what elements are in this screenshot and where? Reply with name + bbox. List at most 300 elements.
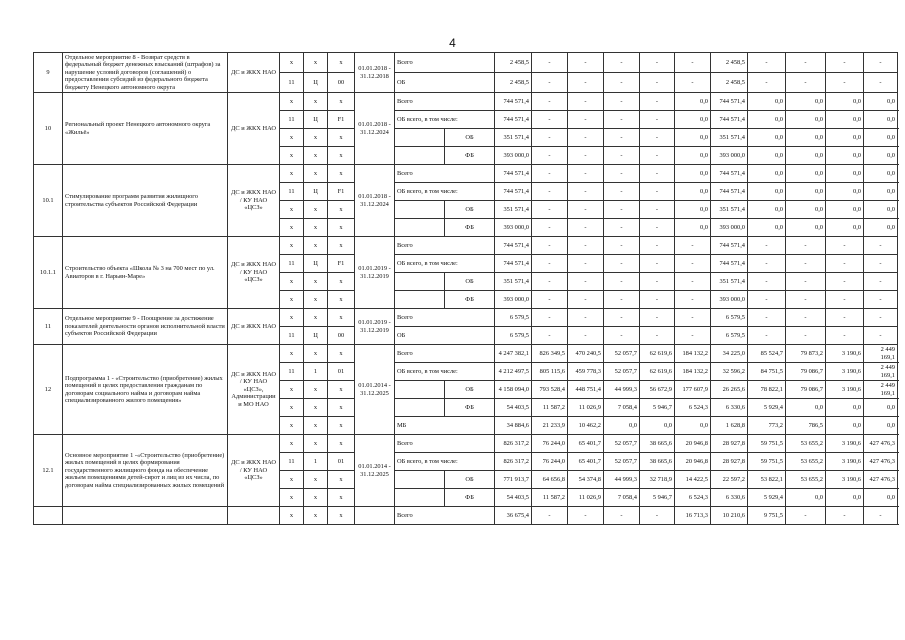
value-cell: 62 619,6 bbox=[640, 345, 675, 363]
budget-subtype: ОБ bbox=[445, 201, 495, 219]
code-cell: х bbox=[280, 129, 304, 147]
code-cell: 00 bbox=[328, 73, 355, 93]
code-cell: х bbox=[280, 471, 304, 489]
value-cell: 393 000,0 bbox=[495, 219, 532, 237]
value-cell: 4 158 094,0 bbox=[495, 381, 532, 399]
value-cell: - bbox=[675, 327, 711, 345]
code-cell: 11 bbox=[280, 73, 304, 93]
code-cell: х bbox=[328, 53, 355, 73]
value-cell: 53 655,2 bbox=[786, 453, 826, 471]
code-cell: 00 bbox=[328, 327, 355, 345]
code-cell: х bbox=[328, 93, 355, 111]
value-cell: - bbox=[640, 111, 675, 129]
value-cell: - bbox=[640, 73, 675, 93]
code-cell: х bbox=[280, 147, 304, 165]
budget-subtype: ФБ bbox=[445, 489, 495, 507]
value-cell: - bbox=[604, 165, 640, 183]
value-cell: 53 655,2 bbox=[786, 471, 826, 489]
budget-type: ОБ всего, в том числе: bbox=[395, 453, 495, 471]
value-cell: - bbox=[604, 53, 640, 73]
value-cell: 4 212 497,5 bbox=[495, 363, 532, 381]
value-cell: 52 057,7 bbox=[604, 435, 640, 453]
value-cell: 59 751,5 bbox=[748, 453, 786, 471]
value-cell: 0,0 bbox=[786, 183, 826, 201]
value-cell: 2 458,5 bbox=[711, 53, 748, 73]
code-cell: х bbox=[280, 309, 304, 327]
code-cell: 11 bbox=[280, 111, 304, 129]
type-cell-blank bbox=[395, 273, 445, 291]
value-cell: - bbox=[640, 327, 675, 345]
table-row bbox=[34, 237, 898, 255]
value-cell: 0,0 bbox=[675, 165, 711, 183]
value-cell: 10 210,6 bbox=[711, 507, 748, 525]
executor bbox=[228, 507, 280, 525]
value-cell: 32 718,9 bbox=[640, 471, 675, 489]
value-cell: 0,0 bbox=[786, 489, 826, 507]
value-cell: - bbox=[786, 53, 826, 73]
value-cell: - bbox=[532, 73, 568, 93]
code-cell: 11 bbox=[280, 183, 304, 201]
value-cell: 54 374,8 bbox=[568, 471, 604, 489]
code-cell: х bbox=[304, 201, 328, 219]
code-cell: Ц bbox=[304, 111, 328, 129]
value-cell: 0,0 bbox=[748, 201, 786, 219]
budget-subtype: ОБ bbox=[445, 471, 495, 489]
value-cell: 0,0 bbox=[748, 183, 786, 201]
value-cell: 14 422,5 bbox=[675, 471, 711, 489]
value-cell: 22 597,2 bbox=[711, 471, 748, 489]
code-cell: х bbox=[328, 273, 355, 291]
value-cell: 11 587,2 bbox=[532, 489, 568, 507]
code-cell: х bbox=[280, 165, 304, 183]
value-cell: - bbox=[532, 219, 568, 237]
type-cell-blank bbox=[395, 399, 445, 417]
value-cell: - bbox=[532, 309, 568, 327]
value-cell: 20 946,8 bbox=[675, 435, 711, 453]
value-cell: 393 000,0 bbox=[495, 291, 532, 309]
value-cell: - bbox=[640, 147, 675, 165]
value-cell: 744 571,4 bbox=[711, 111, 748, 129]
value-cell: - bbox=[748, 273, 786, 291]
measure-name bbox=[63, 507, 228, 525]
code-cell: 11 bbox=[280, 327, 304, 345]
value-cell: - bbox=[640, 309, 675, 327]
value-cell: - bbox=[532, 93, 568, 111]
code-cell: х bbox=[304, 381, 328, 399]
value-cell: - bbox=[604, 327, 640, 345]
value-cell: 28 927,8 bbox=[711, 435, 748, 453]
value-cell: 744 571,4 bbox=[711, 93, 748, 111]
value-cell: 4 247 382,1 bbox=[495, 345, 532, 363]
value-cell: 2 458,5 bbox=[711, 73, 748, 93]
value-cell: - bbox=[532, 201, 568, 219]
code-cell: х bbox=[328, 309, 355, 327]
code-cell: х bbox=[304, 435, 328, 453]
code-cell: х bbox=[304, 219, 328, 237]
value-cell: 44 999,3 bbox=[604, 471, 640, 489]
code-cell: х bbox=[328, 417, 355, 435]
value-cell: - bbox=[568, 327, 604, 345]
value-cell: 0,0 bbox=[826, 417, 864, 435]
value-cell: 351 571,4 bbox=[711, 201, 748, 219]
code-cell: х bbox=[280, 399, 304, 417]
code-cell: х bbox=[328, 129, 355, 147]
value-cell: 0,0 bbox=[675, 417, 711, 435]
budget-type: Всего bbox=[395, 345, 495, 363]
value-cell: 76 244,0 bbox=[532, 435, 568, 453]
value-cell: 11 587,2 bbox=[532, 399, 568, 417]
code-cell: х bbox=[304, 507, 328, 525]
value-cell: 0,0 bbox=[675, 129, 711, 147]
value-cell: - bbox=[640, 219, 675, 237]
code-cell: х bbox=[304, 471, 328, 489]
value-cell: 826 317,2 bbox=[495, 453, 532, 471]
value-cell: 0,0 bbox=[826, 129, 864, 147]
value-cell: 744 571,4 bbox=[495, 93, 532, 111]
code-cell: х bbox=[328, 489, 355, 507]
code-cell: х bbox=[280, 53, 304, 73]
code-cell: х bbox=[304, 165, 328, 183]
code-cell: х bbox=[328, 399, 355, 417]
value-cell: 0,0 bbox=[826, 489, 864, 507]
value-cell: - bbox=[568, 237, 604, 255]
value-cell: 44 999,3 bbox=[604, 381, 640, 399]
budget-type: ОБ всего, в том числе: bbox=[395, 363, 495, 381]
budget-type: Всего bbox=[395, 93, 495, 111]
value-cell: 0,0 bbox=[826, 111, 864, 129]
value-cell: 85 524,7 bbox=[748, 345, 786, 363]
value-cell: - bbox=[748, 309, 786, 327]
value-cell: - bbox=[748, 291, 786, 309]
value-cell: 470 240,5 bbox=[568, 345, 604, 363]
value-cell: - bbox=[748, 327, 786, 345]
value-cell: 20 946,8 bbox=[675, 453, 711, 471]
value-cell: 0,0 bbox=[864, 147, 898, 165]
value-cell: 54 403,5 bbox=[495, 489, 532, 507]
value-cell: 6 330,6 bbox=[711, 489, 748, 507]
value-cell: - bbox=[532, 507, 568, 525]
value-cell: - bbox=[786, 291, 826, 309]
executor: ДС и ЖКХ НАО / КУ НАО «ЦСЗ» bbox=[228, 435, 280, 507]
value-cell: 2 449 169,1 bbox=[864, 363, 898, 381]
budget-type: Всего bbox=[395, 309, 495, 327]
value-cell: 0,0 bbox=[864, 111, 898, 129]
value-cell: 0,0 bbox=[864, 219, 898, 237]
value-cell: 36 675,4 bbox=[495, 507, 532, 525]
value-cell: 351 571,4 bbox=[711, 273, 748, 291]
budget-subtype: ОБ bbox=[445, 273, 495, 291]
value-cell: 351 571,4 bbox=[495, 201, 532, 219]
value-cell: 79 873,2 bbox=[786, 345, 826, 363]
code-cell: 1 bbox=[304, 363, 328, 381]
table-row bbox=[34, 53, 898, 73]
value-cell: - bbox=[640, 165, 675, 183]
value-cell: 3 190,6 bbox=[826, 363, 864, 381]
value-cell: 79 086,7 bbox=[786, 363, 826, 381]
value-cell: - bbox=[568, 255, 604, 273]
value-cell: - bbox=[675, 309, 711, 327]
value-cell: 3 190,6 bbox=[826, 381, 864, 399]
value-cell: - bbox=[568, 291, 604, 309]
value-cell: - bbox=[786, 309, 826, 327]
code-cell: х bbox=[328, 291, 355, 309]
value-cell: - bbox=[568, 201, 604, 219]
value-cell: 0,0 bbox=[675, 183, 711, 201]
value-cell: 459 778,3 bbox=[568, 363, 604, 381]
value-cell: 6 524,3 bbox=[675, 489, 711, 507]
period-cell: 01.01.2019 - 31.12.2019 bbox=[355, 309, 395, 345]
value-cell: 0,0 bbox=[826, 201, 864, 219]
code-cell: х bbox=[304, 417, 328, 435]
code-cell: х bbox=[280, 417, 304, 435]
table-row bbox=[34, 507, 898, 525]
value-cell: 177 607,9 bbox=[675, 381, 711, 399]
value-cell: 0,0 bbox=[864, 489, 898, 507]
value-cell: 393 000,0 bbox=[495, 147, 532, 165]
code-cell: х bbox=[280, 345, 304, 363]
measure-name: Стимулирование программ развития жилищного строительства субъектов Российской Федерации bbox=[63, 165, 228, 237]
value-cell: - bbox=[532, 165, 568, 183]
value-cell: 427 476,3 bbox=[864, 453, 898, 471]
code-cell: х bbox=[280, 219, 304, 237]
value-cell: - bbox=[604, 255, 640, 273]
value-cell: 805 115,6 bbox=[532, 363, 568, 381]
value-cell: - bbox=[604, 291, 640, 309]
budget-type: ОБ bbox=[395, 73, 495, 93]
value-cell: 65 401,7 bbox=[568, 435, 604, 453]
value-cell: - bbox=[826, 73, 864, 93]
value-cell: - bbox=[826, 273, 864, 291]
value-cell: 0,0 bbox=[826, 93, 864, 111]
value-cell: - bbox=[675, 273, 711, 291]
value-cell: 184 132,2 bbox=[675, 345, 711, 363]
value-cell: 744 571,4 bbox=[711, 183, 748, 201]
value-cell: 351 571,4 bbox=[495, 273, 532, 291]
value-cell: - bbox=[826, 507, 864, 525]
value-cell: 0,0 bbox=[786, 165, 826, 183]
value-cell: 351 571,4 bbox=[495, 129, 532, 147]
value-cell: - bbox=[568, 53, 604, 73]
value-cell: - bbox=[532, 327, 568, 345]
value-cell: 0,0 bbox=[748, 129, 786, 147]
table-row bbox=[34, 309, 898, 327]
period-cell: 01.01.2014 - 31.12.2025 bbox=[355, 435, 395, 507]
code-cell: х bbox=[304, 273, 328, 291]
type-cell-blank bbox=[395, 129, 445, 147]
code-cell: Ц bbox=[304, 183, 328, 201]
value-cell: 744 571,4 bbox=[711, 165, 748, 183]
code-cell: х bbox=[304, 129, 328, 147]
budget-type: Всего bbox=[395, 53, 495, 73]
value-cell: 0,0 bbox=[864, 165, 898, 183]
value-cell: 744 571,4 bbox=[495, 165, 532, 183]
code-cell: х bbox=[280, 381, 304, 399]
value-cell: - bbox=[568, 507, 604, 525]
value-cell: 771 913,7 bbox=[495, 471, 532, 489]
value-cell: - bbox=[568, 309, 604, 327]
value-cell: 0,0 bbox=[675, 201, 711, 219]
code-cell: х bbox=[328, 219, 355, 237]
value-cell: 53 655,2 bbox=[786, 435, 826, 453]
period-cell: 01.01.2018 - 31.12.2024 bbox=[355, 165, 395, 237]
budget-type: Всего bbox=[395, 435, 495, 453]
value-cell: - bbox=[675, 255, 711, 273]
code-cell: 01 bbox=[328, 363, 355, 381]
value-cell: - bbox=[532, 237, 568, 255]
budget-table bbox=[33, 52, 898, 525]
type-cell-blank bbox=[395, 471, 445, 489]
value-cell: 0,0 bbox=[786, 399, 826, 417]
value-cell: - bbox=[640, 255, 675, 273]
code-cell: F1 bbox=[328, 255, 355, 273]
value-cell: 6 524,3 bbox=[675, 399, 711, 417]
code-cell: х bbox=[280, 237, 304, 255]
value-cell: 0,0 bbox=[675, 147, 711, 165]
table-row bbox=[34, 435, 898, 453]
code-cell: F1 bbox=[328, 183, 355, 201]
value-cell: 5 946,7 bbox=[640, 489, 675, 507]
value-cell: - bbox=[568, 93, 604, 111]
row-number: 10 bbox=[34, 93, 63, 165]
budget-type: Всего bbox=[395, 165, 495, 183]
value-cell: - bbox=[826, 255, 864, 273]
value-cell: - bbox=[604, 129, 640, 147]
executor: ДС и ЖКХ НАО / КУ НАО «ЦСЗ» bbox=[228, 165, 280, 237]
code-cell: Ц bbox=[304, 73, 328, 93]
value-cell: - bbox=[786, 255, 826, 273]
value-cell: 2 449 169,1 bbox=[864, 345, 898, 363]
row-number: 11 bbox=[34, 309, 63, 345]
value-cell: 0,0 bbox=[675, 93, 711, 111]
value-cell: 0,0 bbox=[786, 129, 826, 147]
value-cell: 0,0 bbox=[675, 219, 711, 237]
value-cell: - bbox=[568, 183, 604, 201]
value-cell: - bbox=[675, 237, 711, 255]
table-row bbox=[34, 165, 898, 183]
code-cell: х bbox=[328, 381, 355, 399]
period-cell: 01.01.2014 - 31.12.2025 bbox=[355, 345, 395, 435]
budget-subtype: ФБ bbox=[445, 147, 495, 165]
value-cell: 427 476,3 bbox=[864, 471, 898, 489]
value-cell: 0,0 bbox=[864, 201, 898, 219]
code-cell: х bbox=[304, 489, 328, 507]
code-cell: х bbox=[280, 93, 304, 111]
value-cell: - bbox=[532, 273, 568, 291]
budget-subtype: ОБ bbox=[445, 129, 495, 147]
value-cell: 6 330,6 bbox=[711, 399, 748, 417]
budget-type: ОБ bbox=[395, 327, 495, 345]
value-cell: - bbox=[604, 507, 640, 525]
value-cell: 393 000,0 bbox=[711, 291, 748, 309]
budget-type: МБ bbox=[395, 417, 495, 435]
value-cell: - bbox=[532, 183, 568, 201]
code-cell: 11 bbox=[280, 453, 304, 471]
value-cell: 0,0 bbox=[826, 399, 864, 417]
value-cell: - bbox=[568, 147, 604, 165]
value-cell: - bbox=[604, 219, 640, 237]
value-cell: 64 656,8 bbox=[532, 471, 568, 489]
code-cell: х bbox=[280, 273, 304, 291]
executor: ДС и ЖКХ НАО / КУ НАО «ЦСЗ», Администрации и МО НАО bbox=[228, 345, 280, 435]
value-cell: - bbox=[604, 147, 640, 165]
value-cell: 2 449 169,1 bbox=[864, 381, 898, 399]
value-cell: 393 000,0 bbox=[711, 219, 748, 237]
value-cell: - bbox=[568, 111, 604, 129]
value-cell: 0,0 bbox=[864, 183, 898, 201]
value-cell: - bbox=[748, 73, 786, 93]
value-cell: - bbox=[568, 273, 604, 291]
value-cell: 0,0 bbox=[748, 93, 786, 111]
value-cell: 62 619,6 bbox=[640, 363, 675, 381]
value-cell: - bbox=[864, 53, 898, 73]
code-cell: Ц bbox=[304, 327, 328, 345]
value-cell: 6 579,5 bbox=[711, 309, 748, 327]
value-cell: - bbox=[568, 165, 604, 183]
value-cell: 826 349,5 bbox=[532, 345, 568, 363]
value-cell: - bbox=[604, 273, 640, 291]
budget-subtype: ФБ bbox=[445, 399, 495, 417]
budget-subtype: ОБ bbox=[445, 381, 495, 399]
type-cell-blank bbox=[395, 147, 445, 165]
value-cell: 76 244,0 bbox=[532, 453, 568, 471]
value-cell: 52 057,7 bbox=[604, 453, 640, 471]
value-cell: 0,0 bbox=[826, 147, 864, 165]
value-cell: 744 571,4 bbox=[495, 255, 532, 273]
value-cell: 0,0 bbox=[748, 219, 786, 237]
value-cell: 65 401,7 bbox=[568, 453, 604, 471]
value-cell: 7 058,4 bbox=[604, 399, 640, 417]
period-cell: 01.01.2019 - 31.12.2019 bbox=[355, 237, 395, 309]
value-cell: - bbox=[864, 237, 898, 255]
value-cell: - bbox=[640, 237, 675, 255]
value-cell: - bbox=[675, 291, 711, 309]
value-cell: 53 822,1 bbox=[748, 471, 786, 489]
value-cell: 5 929,4 bbox=[748, 399, 786, 417]
value-cell: 744 571,4 bbox=[711, 237, 748, 255]
period-cell: 01.01.2018 - 31.12.2018 bbox=[355, 53, 395, 93]
value-cell: 0,0 bbox=[864, 417, 898, 435]
code-cell: х bbox=[328, 147, 355, 165]
value-cell: 34 225,0 bbox=[711, 345, 748, 363]
value-cell: - bbox=[604, 237, 640, 255]
value-cell: - bbox=[604, 201, 640, 219]
type-cell-blank bbox=[395, 489, 445, 507]
value-cell: - bbox=[568, 129, 604, 147]
type-cell-blank bbox=[395, 291, 445, 309]
value-cell: 793 528,4 bbox=[532, 381, 568, 399]
value-cell: 38 665,6 bbox=[640, 435, 675, 453]
value-cell: - bbox=[640, 291, 675, 309]
budget-subtype: ФБ bbox=[445, 219, 495, 237]
value-cell: - bbox=[748, 255, 786, 273]
value-cell: 7 058,4 bbox=[604, 489, 640, 507]
value-cell: 744 571,4 bbox=[495, 111, 532, 129]
value-cell: - bbox=[786, 507, 826, 525]
value-cell: - bbox=[604, 111, 640, 129]
value-cell: - bbox=[675, 53, 711, 73]
code-cell: х bbox=[328, 165, 355, 183]
value-cell: - bbox=[826, 309, 864, 327]
period-cell bbox=[355, 507, 395, 525]
value-cell: - bbox=[532, 129, 568, 147]
code-cell: х bbox=[280, 489, 304, 507]
value-cell: 2 458,5 bbox=[495, 73, 532, 93]
value-cell: 184 132,2 bbox=[675, 363, 711, 381]
executor: ДС и ЖКХ НАО bbox=[228, 93, 280, 165]
value-cell: 0,0 bbox=[748, 147, 786, 165]
code-cell: 01 bbox=[328, 453, 355, 471]
value-cell: 786,5 bbox=[786, 417, 826, 435]
